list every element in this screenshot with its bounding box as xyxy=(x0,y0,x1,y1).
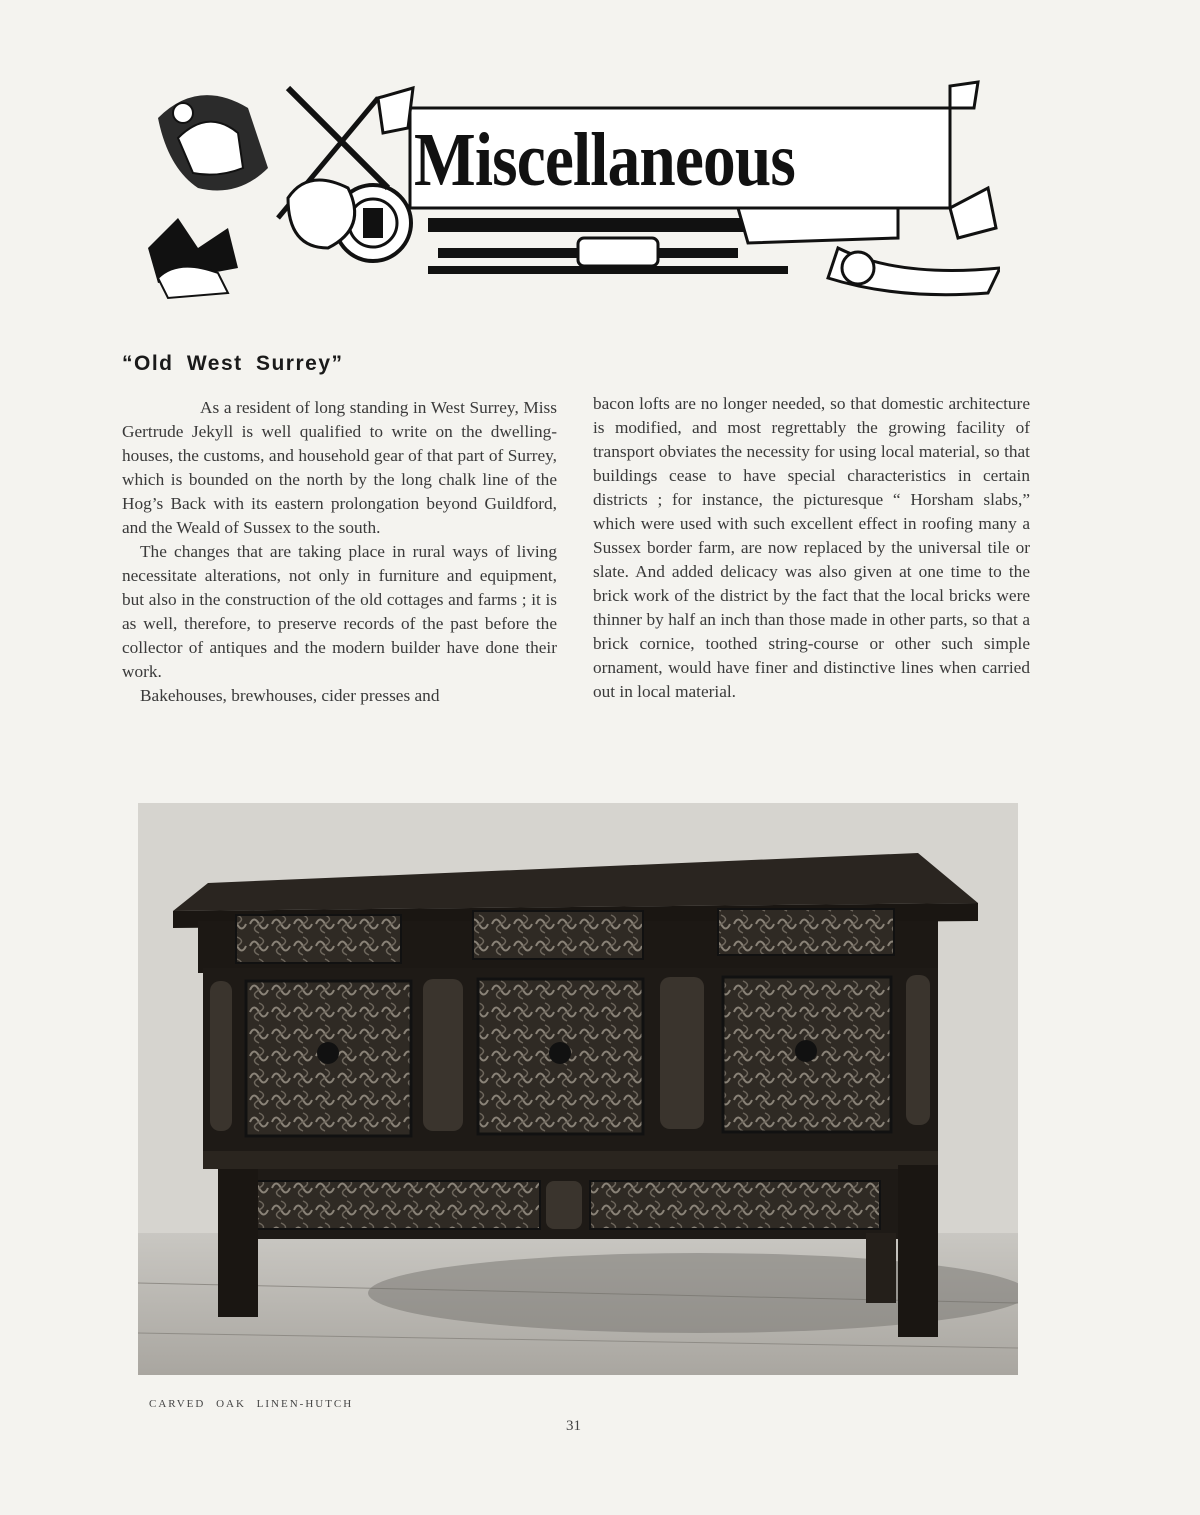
text-column-left xyxy=(122,396,557,708)
linen-hutch-photo xyxy=(138,803,1018,1375)
photo-caption: CARVED OAK LINEN-HUTCH xyxy=(149,1398,354,1410)
paragraph: As a resident of long standing in West Surrey, Miss Gertrude Jekyll is well qualified to write on the dwelling-houses, the customs, and household gear of that part of Surrey, which is bounded on the north by the long chalk line of the Hog’s Back with its eastern prolongation beyond Guildford, and the Weald of Sussex to the south. xyxy=(122,398,557,537)
paragraph: bacon lofts are no longer needed, so that domestic architecture is modified, and most regrettably the growing facility of transport obviates the necessity for using local material, so that buildings cease to have special characteristics in certain districts ; for instance, the picturesque “ Horsham slabs,” which were used with such excellent effect in roofing many a Sussex border farm, are now replaced by the universal tile or slate. And added delicacy was also given at one time to the brick work of the district by the fact that the local bricks were thinner by half an inch than those made in other parts, so that a brick cornice, toothed string-course or other such simple ornament, would have finer and distinctive lines when carried out in local material. xyxy=(593,394,1030,701)
linen-hutch-illustration xyxy=(138,803,1018,1375)
page-number: 31 xyxy=(566,1418,581,1434)
section-title: Miscellaneous xyxy=(414,118,795,202)
article-title: “Old West Surrey” xyxy=(122,352,344,375)
header-banner xyxy=(138,78,1000,300)
paragraph: The changes that are taking place in rural ways of living necessitate alterations, not only in furniture and equipment, but also in the construction of the old cottages and farms ; it is as well, therefore, to preserve records of the past before the collector of antiques and the modern builder have done their work. xyxy=(122,542,557,681)
paragraph: Bakehouses, brewhouses, cider presses and xyxy=(140,686,440,705)
text-column-right xyxy=(593,392,1030,704)
